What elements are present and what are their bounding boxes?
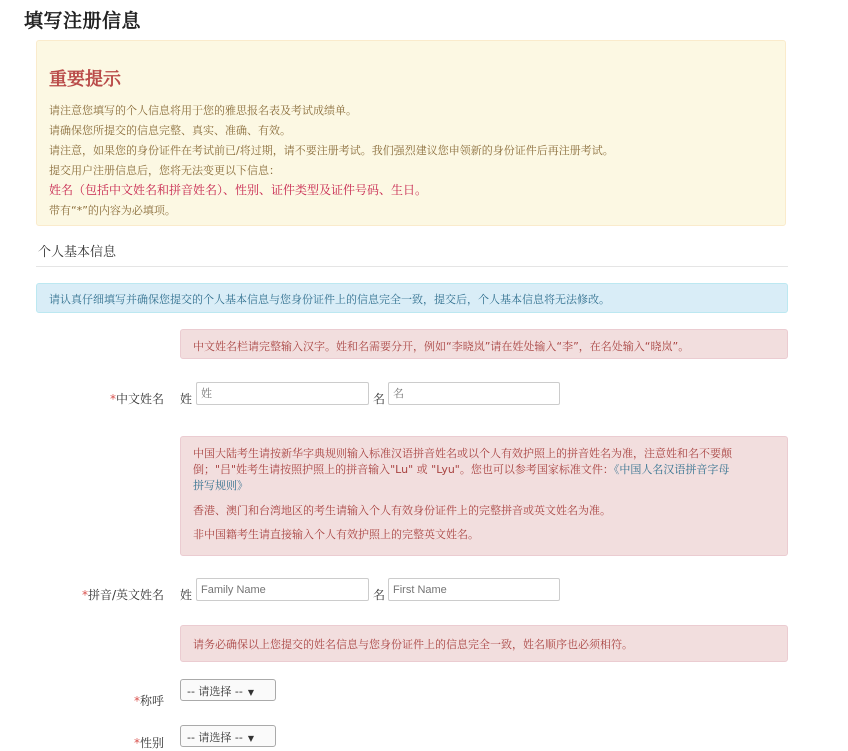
chevron-down-icon: ▼: [247, 734, 255, 743]
section-divider: [36, 266, 788, 267]
given-name-label: 名: [373, 392, 386, 406]
required-mark: *: [81, 588, 88, 602]
important-notice: [36, 40, 786, 226]
notice-line: 请注意，如果您的身份证件在考试前已/将过期，请不要注册考试。我们强烈建议您申领新的身份证件后再注册考试。: [49, 144, 614, 157]
required-mark: *: [109, 392, 116, 406]
gender-select-value: -- 请选择 --: [187, 731, 243, 744]
chinese-name-hint-text: 中文姓名栏请完整输入汉字。姓和名需要分开，例如“李晓岚”请在姓处输入“李”，在名处输入“晓岚”。: [193, 340, 690, 353]
salutation-select-value: -- 请选择 --: [187, 685, 243, 698]
salutation-label-text: 称呼: [139, 694, 164, 708]
given-name-label: 名: [373, 588, 386, 602]
first-name-input[interactable]: [388, 578, 560, 601]
pinyin-name-hint: [180, 436, 788, 556]
pinyin-name-label-text: 拼音/英文姓名: [87, 588, 164, 602]
pinyin-hint-text-part: 倒；"吕"姓考生请按照护照上的拼音输入"Lu" 或 "Lyu"。您也可以参考国家标准文件：: [193, 463, 614, 476]
pinyin-hint-text: [193, 477, 248, 493]
chinese-name-hint: [180, 329, 788, 359]
surname-label: 姓: [180, 588, 193, 602]
name-consistency-hint: [180, 625, 788, 662]
notice-line-locked-fields: 姓名（包括中文姓名和拼音姓名）、性别、证件类型及证件号码、生日。: [49, 183, 428, 197]
chinese-given-name-input[interactable]: [388, 382, 560, 405]
notice-title: 重要提示: [49, 69, 121, 90]
salutation-label: [24, 692, 164, 709]
gender-select[interactable]: [180, 725, 276, 747]
page-title: 填写注册信息: [24, 10, 142, 32]
chinese-name-label: [24, 390, 164, 407]
section-info-alert: 请认真仔细填写并确保您提交的个人基本信息与您身份证件上的信息完全一致，提交后，个人基本信息将无法修改。: [36, 283, 788, 313]
pinyin-name-label: [24, 586, 164, 603]
gender-label-text: 性别: [139, 736, 164, 750]
pinyin-hint-text: [193, 461, 729, 477]
pinyin-standard-link[interactable]: 《中国人名汉语拼音字母: [613, 463, 730, 476]
pinyin-hint-text: 非中国籍考生请直接输入个人有效护照上的完整英文姓名。: [193, 528, 479, 541]
chinese-surname-input[interactable]: [196, 382, 369, 405]
chinese-name-label-text: 中文姓名: [115, 392, 164, 406]
salutation-select[interactable]: [180, 679, 276, 701]
pinyin-hint-text: 香港、澳门和台湾地区的考生请输入个人有效身份证件上的完整拼音或英文姓名为准。: [193, 504, 611, 517]
pinyin-hint-text: 中国大陆考生请按新华字典规则输入标准汉语拼音姓名或以个人有效护照上的拼音姓名为准，注意姓和名不要颠: [193, 447, 732, 460]
pinyin-standard-link-continued[interactable]: 拼写规则》: [193, 479, 248, 492]
section-title: 个人基本信息: [38, 245, 117, 260]
required-mark: *: [133, 694, 140, 708]
surname-label: 姓: [180, 392, 193, 406]
notice-line: 请确保您所提交的信息完整、真实、准确、有效。: [49, 124, 291, 137]
family-name-input[interactable]: [196, 578, 369, 601]
chevron-down-icon: ▼: [247, 688, 255, 697]
required-mark: *: [133, 736, 140, 750]
name-consistency-hint-text: 请务必确保以上您提交的姓名信息与您身份证件上的信息完全一致，姓名顺序也必须相符。: [193, 638, 633, 651]
notice-line-required: 带有“*”的内容为必填项。: [49, 204, 176, 217]
gender-label: [24, 734, 164, 751]
notice-line: 提交用户注册信息后，您将无法变更以下信息：: [49, 164, 280, 177]
notice-line: 请注意您填写的个人信息将用于您的雅思报名表及考试成绩单。: [49, 104, 357, 117]
